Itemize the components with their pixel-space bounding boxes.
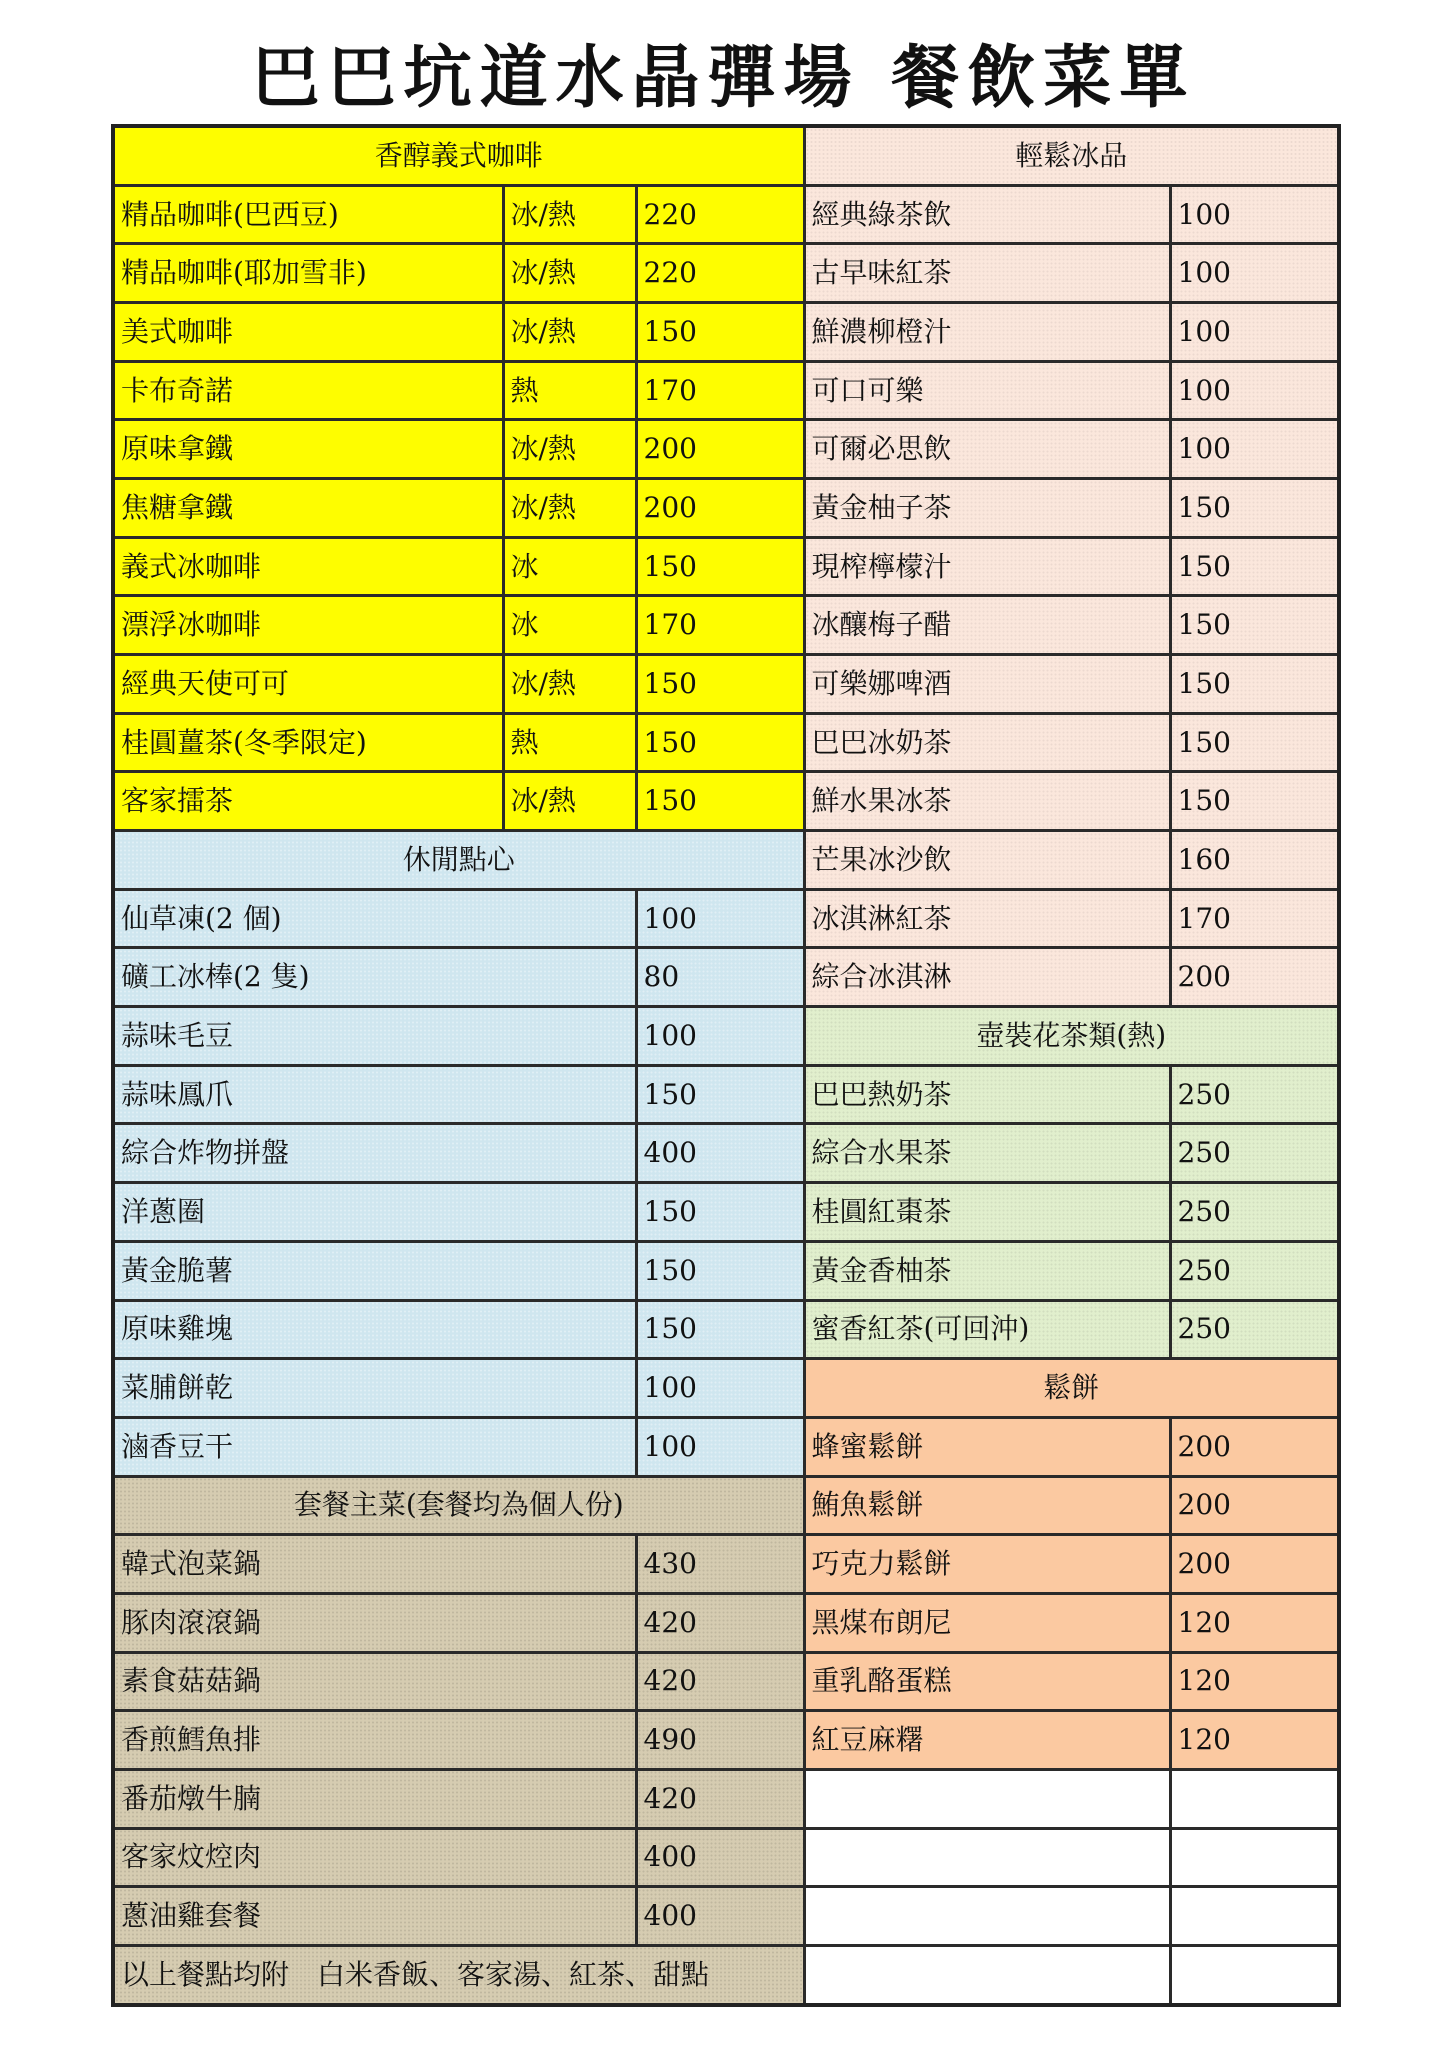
item-name: 韓式泡菜鍋 — [113, 1535, 636, 1594]
item-name: 黑煤布朗尼 — [804, 1593, 1170, 1652]
menu-row — [113, 244, 1339, 303]
item-price: 200 — [636, 479, 804, 538]
item-price: 150 — [636, 1065, 804, 1124]
item-price: 100 — [1170, 303, 1339, 362]
item-name: 桂圓薑茶(冬季限定) — [113, 713, 503, 772]
section-header-waffles: 鬆餅 — [804, 1359, 1339, 1418]
item-name: 蔥油雞套餐 — [113, 1887, 636, 1946]
menu-row — [113, 420, 1339, 479]
item-price: 100 — [1170, 185, 1339, 244]
item-name: 芒果冰沙飲 — [804, 831, 1170, 890]
item-temp: 熱 — [503, 713, 636, 772]
item-price: 170 — [1170, 889, 1339, 948]
item-temp: 冰/熱 — [503, 185, 636, 244]
menu-row — [113, 1476, 1339, 1535]
menu-row — [113, 1124, 1339, 1183]
item-name: 豚肉滾滾鍋 — [113, 1593, 636, 1652]
item-name: 桂圓紅棗茶 — [804, 1183, 1170, 1242]
item-price: 160 — [1170, 831, 1339, 890]
item-name: 鮮水果冰茶 — [804, 772, 1170, 831]
item-price: 150 — [636, 655, 804, 714]
item-name: 香煎鱈魚排 — [113, 1711, 636, 1770]
item-price: 100 — [636, 889, 804, 948]
item-price: 150 — [1170, 655, 1339, 714]
item-price: 100 — [1170, 361, 1339, 420]
menu-row — [113, 479, 1339, 538]
item-price: 200 — [1170, 1476, 1339, 1535]
menu-row — [113, 1359, 1339, 1418]
item-price: 150 — [1170, 596, 1339, 655]
item-temp: 熱 — [503, 361, 636, 420]
menu-row — [113, 1652, 1339, 1711]
item-name: 冰釀梅子醋 — [804, 596, 1170, 655]
item-name: 精品咖啡(巴西豆) — [113, 185, 503, 244]
item-name: 蜂蜜鬆餅 — [804, 1417, 1170, 1476]
menu-row — [113, 1711, 1339, 1770]
item-name: 古早味紅茶 — [804, 244, 1170, 303]
item-name: 礦工冰棒(2 隻) — [113, 948, 636, 1007]
item-price: 200 — [1170, 948, 1339, 1007]
item-price: 120 — [1170, 1593, 1339, 1652]
empty-cell — [1170, 1828, 1339, 1887]
item-name: 巴巴熱奶茶 — [804, 1065, 1170, 1124]
item-price: 150 — [636, 1183, 804, 1242]
item-price: 150 — [1170, 772, 1339, 831]
item-name: 黃金柚子茶 — [804, 479, 1170, 538]
item-name: 可樂娜啤酒 — [804, 655, 1170, 714]
item-price: 420 — [636, 1593, 804, 1652]
empty-cell — [804, 1887, 1170, 1946]
item-name: 重乳酪蛋糕 — [804, 1652, 1170, 1711]
section-header-pot-tea: 壺裝花茶類(熱) — [804, 1007, 1339, 1066]
item-name: 客家擂茶 — [113, 772, 503, 831]
item-name: 黃金香柚茶 — [804, 1241, 1170, 1300]
section-header-snacks: 休閒點心 — [113, 831, 804, 890]
item-temp: 冰 — [503, 537, 636, 596]
menu-row — [113, 1007, 1339, 1066]
empty-cell — [1170, 1769, 1339, 1828]
empty-cell — [804, 1945, 1170, 2005]
menu-row — [113, 1945, 1339, 2005]
item-price: 150 — [1170, 537, 1339, 596]
item-name: 經典天使可可 — [113, 655, 503, 714]
menu-row — [113, 772, 1339, 831]
section-header-set-meals: 套餐主菜(套餐均為個人份) — [113, 1476, 804, 1535]
item-name: 素食菇菇鍋 — [113, 1652, 636, 1711]
menu-row — [113, 1183, 1339, 1242]
item-price: 200 — [1170, 1417, 1339, 1476]
menu-row — [113, 713, 1339, 772]
menu-row — [113, 185, 1339, 244]
item-price: 220 — [636, 244, 804, 303]
item-name: 冰淇淋紅茶 — [804, 889, 1170, 948]
menu-row — [113, 126, 1339, 185]
menu-row — [113, 1828, 1339, 1887]
menu-row — [113, 537, 1339, 596]
item-temp: 冰/熱 — [503, 479, 636, 538]
item-price: 150 — [1170, 479, 1339, 538]
item-price: 400 — [636, 1887, 804, 1946]
item-name: 鮪魚鬆餅 — [804, 1476, 1170, 1535]
item-name: 經典綠茶飲 — [804, 185, 1170, 244]
menu-row — [113, 831, 1339, 890]
empty-cell — [804, 1828, 1170, 1887]
menu-row — [113, 1417, 1339, 1476]
item-name: 番茄燉牛腩 — [113, 1769, 636, 1828]
item-name: 精品咖啡(耶加雪非) — [113, 244, 503, 303]
item-price: 100 — [1170, 244, 1339, 303]
item-name: 漂浮冰咖啡 — [113, 596, 503, 655]
set-meal-footnote: 以上餐點均附 白米香飯、客家湯、紅茶、甜點 — [113, 1945, 804, 2005]
item-name: 紅豆麻糬 — [804, 1711, 1170, 1770]
menu-table — [111, 124, 1341, 2007]
item-price: 120 — [1170, 1652, 1339, 1711]
item-name: 蒜味鳳爪 — [113, 1065, 636, 1124]
item-price: 250 — [1170, 1183, 1339, 1242]
item-temp: 冰 — [503, 596, 636, 655]
item-temp: 冰/熱 — [503, 420, 636, 479]
section-header-iced-drinks: 輕鬆冰品 — [804, 126, 1339, 185]
item-name: 原味拿鐵 — [113, 420, 503, 479]
item-name: 巴巴冰奶茶 — [804, 713, 1170, 772]
item-price: 150 — [636, 772, 804, 831]
item-name: 綜合水果茶 — [804, 1124, 1170, 1183]
item-name: 卡布奇諾 — [113, 361, 503, 420]
menu-title: 巴巴坑道水晶彈場 餐飲菜單 — [251, 38, 1196, 118]
item-price: 170 — [636, 596, 804, 655]
item-price: 150 — [636, 537, 804, 596]
item-price: 150 — [636, 303, 804, 362]
item-name: 仙草凍(2 個) — [113, 889, 636, 948]
item-price: 200 — [1170, 1535, 1339, 1594]
menu-row — [113, 889, 1339, 948]
item-name: 黃金脆薯 — [113, 1241, 636, 1300]
item-name: 巧克力鬆餅 — [804, 1535, 1170, 1594]
menu-row — [113, 596, 1339, 655]
item-price: 100 — [636, 1359, 804, 1418]
item-price: 250 — [1170, 1124, 1339, 1183]
item-price: 220 — [636, 185, 804, 244]
item-price: 150 — [1170, 713, 1339, 772]
item-name: 滷香豆干 — [113, 1417, 636, 1476]
item-name: 可口可樂 — [804, 361, 1170, 420]
item-price: 200 — [636, 420, 804, 479]
item-price: 420 — [636, 1769, 804, 1828]
menu-row — [113, 1593, 1339, 1652]
menu-row — [113, 303, 1339, 362]
item-temp: 冰/熱 — [503, 244, 636, 303]
menu-row — [113, 1241, 1339, 1300]
item-price: 490 — [636, 1711, 804, 1770]
item-price: 100 — [636, 1417, 804, 1476]
item-price: 250 — [1170, 1065, 1339, 1124]
item-price: 400 — [636, 1828, 804, 1887]
item-price: 250 — [1170, 1300, 1339, 1359]
menu-row — [113, 655, 1339, 714]
item-price: 120 — [1170, 1711, 1339, 1770]
item-price: 150 — [636, 713, 804, 772]
item-name: 現榨檸檬汁 — [804, 537, 1170, 596]
item-temp: 冰/熱 — [503, 772, 636, 831]
menu-row — [113, 1887, 1339, 1946]
item-price: 150 — [636, 1241, 804, 1300]
item-name: 焦糖拿鐵 — [113, 479, 503, 538]
item-price: 80 — [636, 948, 804, 1007]
item-price: 100 — [1170, 420, 1339, 479]
item-price: 100 — [636, 1007, 804, 1066]
item-temp: 冰/熱 — [503, 655, 636, 714]
menu-row — [113, 361, 1339, 420]
item-name: 洋蔥圈 — [113, 1183, 636, 1242]
empty-cell — [1170, 1945, 1339, 2005]
item-name: 原味雞塊 — [113, 1300, 636, 1359]
item-price: 170 — [636, 361, 804, 420]
item-name: 鮮濃柳橙汁 — [804, 303, 1170, 362]
item-price: 430 — [636, 1535, 804, 1594]
item-name: 綜合冰淇淋 — [804, 948, 1170, 1007]
item-name: 可爾必思飲 — [804, 420, 1170, 479]
item-temp: 冰/熱 — [503, 303, 636, 362]
item-price: 400 — [636, 1124, 804, 1183]
item-name: 蒜味毛豆 — [113, 1007, 636, 1066]
item-price: 250 — [1170, 1241, 1339, 1300]
empty-cell — [1170, 1887, 1339, 1946]
menu-row — [113, 1769, 1339, 1828]
item-name: 菜脯餅乾 — [113, 1359, 636, 1418]
section-header-coffee: 香醇義式咖啡 — [113, 126, 804, 185]
item-name: 蜜香紅茶(可回沖) — [804, 1300, 1170, 1359]
menu-row — [113, 948, 1339, 1007]
item-name: 客家炆焢肉 — [113, 1828, 636, 1887]
item-name: 義式冰咖啡 — [113, 537, 503, 596]
empty-cell — [804, 1769, 1170, 1828]
menu-row — [113, 1300, 1339, 1359]
menu-row — [113, 1535, 1339, 1594]
item-price: 150 — [636, 1300, 804, 1359]
item-name: 美式咖啡 — [113, 303, 503, 362]
item-price: 420 — [636, 1652, 804, 1711]
item-name: 綜合炸物拼盤 — [113, 1124, 636, 1183]
menu-row — [113, 1065, 1339, 1124]
